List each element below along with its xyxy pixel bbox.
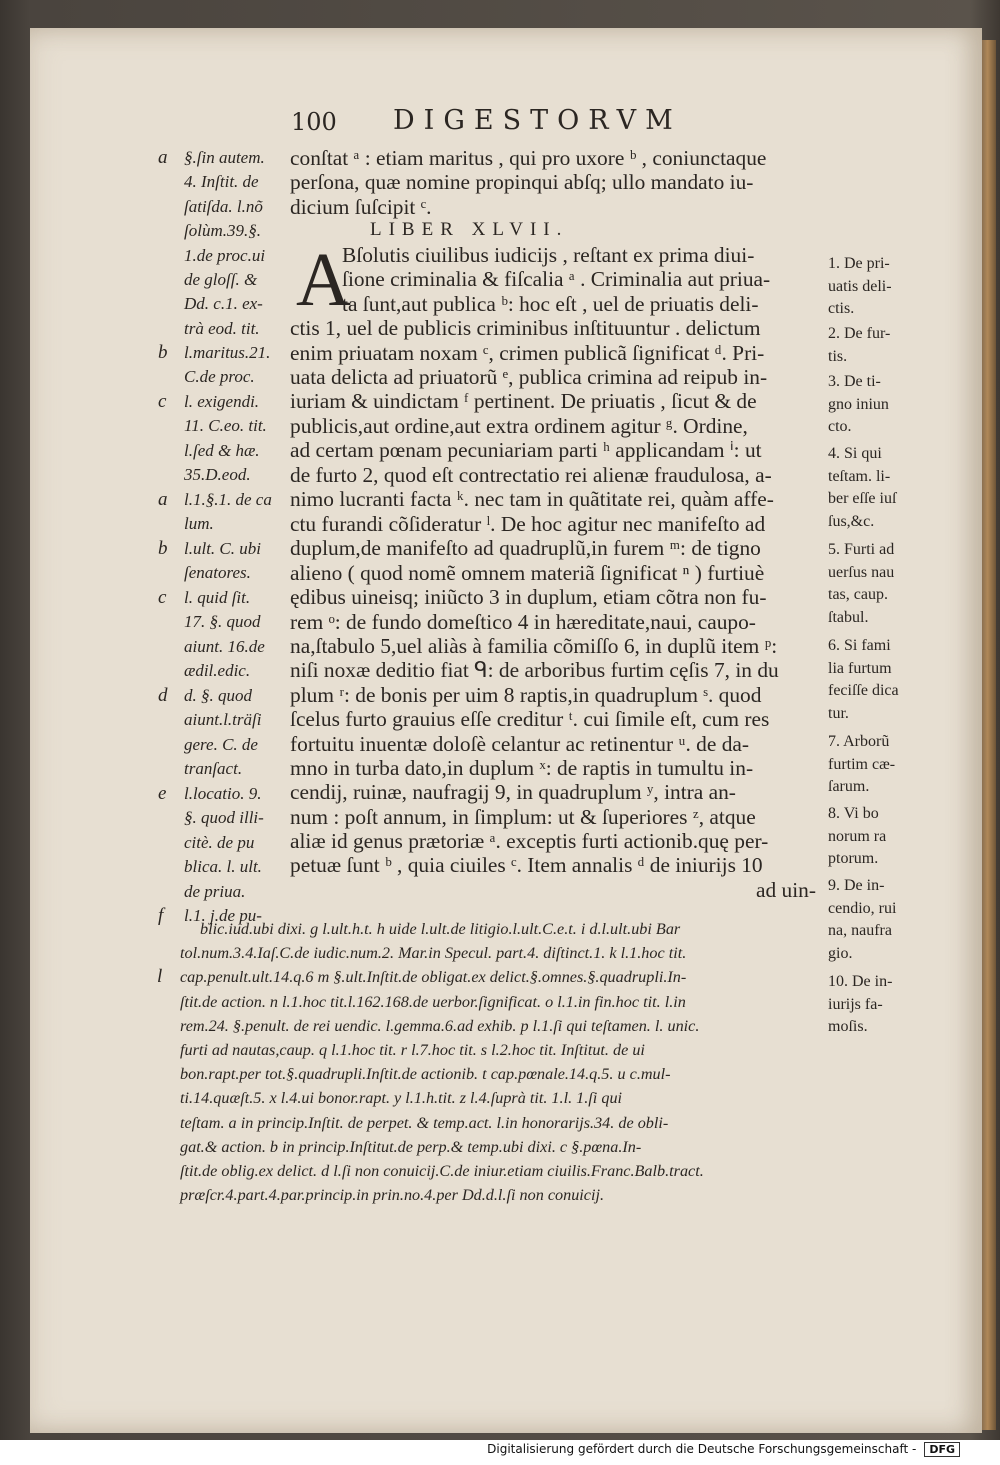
footnote-line: furti ad nautas,caup. q l.1.hoc tit. r l.7.hoc tit. s l.2.hoc tit. Inſtitut. de ui <box>180 1040 645 1059</box>
text-line: perſona, quæ nomine propinqui abſq; ullo mandato iu- <box>290 170 754 195</box>
footnote-letter: l <box>157 966 163 987</box>
footnote-line: teſtam. a in princip.Inſtit. de perpet. & temp.act. l.in honorarijs.34. de obli- <box>180 1113 669 1132</box>
text-line: na,ſtabulo 5,uel aliàs à familia cõmiſſo 6, in duplũ item ᵖ: <box>290 633 778 658</box>
note-text: l.1. j.de pu- <box>184 906 262 925</box>
book-heading: LIBER XLVII. <box>370 219 569 240</box>
note-letter: d <box>158 685 168 706</box>
text-line: ſcelus furto grauius eſſe creditur ᵗ. cui ſimile eſt, cum res <box>290 707 770 732</box>
text-line: ctu furandi cõſideratur ˡ. De hoc agitur nec manifeſto ad <box>290 512 766 536</box>
text-line: alieno ( quod nomẽ omnem materiã ſignificat ⁿ ) furtiuè <box>290 560 765 585</box>
footnote-line: cap.penult.ult.14.q.6 m §.ult.Inſtit.de obligat.ex delict.§.omnes.§.quadrupli.In- <box>180 968 687 987</box>
text-line: ſione criminalia & fiſcalia ᵃ . Criminalia aut priua- <box>342 267 771 292</box>
note-text: d. §. quod aiunt.l.träſi gere. C. de tranſact. <box>184 686 262 779</box>
text-line: ędibus uineisq; iniũcto 3 in duplum, etiam cõtra non fu- <box>290 585 767 610</box>
text-line: conſtat ᵃ : etiam maritus , qui pro uxore ᵇ , coniunctaque <box>290 146 767 170</box>
note-letter: e <box>158 783 167 804</box>
text-line: nimo lucranti facta ᵏ. nec tam in quãtitate rei, quàm affe- <box>290 486 774 511</box>
note-letter: f <box>158 905 164 926</box>
left-marginal-notes <box>150 146 292 928</box>
right-note: 8. Vi bo norum ra ptorum. <box>828 805 887 868</box>
note-text: l.ult. C. ubi ſenatores. <box>184 539 261 583</box>
text-line: num : poſt annum, in ſimplum: ut & ſuperiores ᶻ, atque <box>290 804 756 829</box>
note-letter: c <box>158 587 167 608</box>
footnote-line: bon.rapt.per tot.§.quadrupli.Inſtit.de actionib. t cap.pœnale.14.q.5. u c.mul- <box>180 1065 671 1084</box>
left-note <box>150 390 292 488</box>
text-line: ctis 1, uel de publicis criminibus inſtituuntur . delictum <box>290 316 761 341</box>
text-line: ta ſunt,aut publica ᵇ: hoc eſt , uel de priuatis deli- <box>342 291 759 316</box>
main-text-body <box>290 243 826 511</box>
right-note: 1. De pri- uatis deli- ctis. <box>828 255 892 318</box>
footnote-line: ti.14.quæſt.5. x l.4.ui bonor.rapt. y l.1.h.tit. z l.4.ſuprà tit. 1.l. 1.ſi qui <box>180 1089 623 1108</box>
main-text-top <box>290 146 824 219</box>
main-text-rest <box>290 512 824 902</box>
footnote-line: ſtit.de action. n l.1.hoc tit.l.162.168.de uerbor.ſignificat. o l.1.in fin.hoc tit. l.in <box>180 992 686 1011</box>
dfg-logo-icon: DFG <box>924 1442 960 1457</box>
left-note <box>150 341 292 390</box>
left-note <box>150 537 292 586</box>
text-line: uata delicta ad priuatorũ ᵉ, publica crimina ad reipub in- <box>290 364 768 389</box>
drop-cap: A <box>296 238 351 322</box>
footnote-line: gat.& action. b in princip.Inſtitut.de perp.& temp.ubi dixi. c §.pœna.In- <box>180 1137 642 1156</box>
page-number: 100 <box>291 108 337 136</box>
note-text: l. quid ſit. 17. §. quod aiunt. 16.de ædil.edic. <box>184 588 265 681</box>
footnote-line: rem.24. §.penult. de rei uendic. l.gemma.6.ad exhib. p l.1.ſi qui teſtamen. l. unic. <box>180 1016 700 1035</box>
text-line: niſi noxæ deditio fiat ᑫ: de arboribus furtim cęſis 7, in du <box>290 658 779 683</box>
right-marginal-notes <box>828 253 928 1039</box>
footnote-line: tol.num.3.4.Iaſ.C.de iudic.num.2. Mar.in Specul. part.4. diſtinct.1. k l.1.hoc tit. <box>180 944 687 963</box>
note-letter: c <box>158 391 167 412</box>
right-note: 4. Si qui teſtam. li- ber eſſe iuſ ſus,&c. <box>828 445 897 530</box>
text-line: petuæ ſunt ᵇ , quia ciuiles ᶜ. Item annalis ᵈ de iniurijs 10 <box>290 853 763 878</box>
note-text: §.ſin autem. 4. Inſtit. de ſatiſda. l.nõ ſolùm.39.§. 1.de proc.ui de gloſſ. & Dd. c.1. ex- trà eod. tit. <box>184 148 266 338</box>
right-note: 10. De in- iurijs fa- moſis. <box>828 973 893 1036</box>
text-line: mno in turba dato,in duplum ˣ: de raptis in tumultu in- <box>290 755 754 780</box>
page-title: DIGESTORVM <box>393 105 682 136</box>
right-note: 6. Si fami lia furtum feciſſe dica tur. <box>828 637 899 722</box>
left-note <box>150 684 292 782</box>
text-line: ad uin- <box>756 877 816 902</box>
footnotes <box>180 917 830 1207</box>
left-note <box>150 146 292 341</box>
text-line: fortuitu inuentæ doloſè celantur ac retinentur ᵘ. de da- <box>290 731 750 756</box>
left-note <box>150 586 292 684</box>
note-text: l.maritus.21. C.de proc. <box>184 343 271 387</box>
running-head <box>285 105 845 145</box>
right-note: 2. De fur- tis. <box>828 325 891 365</box>
footnote-line: blic.iud.ubi dixi. g l.ult.h.t. h uide l.ult.de litigio.l.ult.C.e.t. i d.l.ult.ubi Bar <box>200 920 681 938</box>
text-line: plum ʳ: de bonis per uim 8 raptis,in quadruplum ˢ. quod <box>290 682 762 707</box>
text-line: aliæ id genus prætoriæ ᵃ. exceptis furti actionib.quę per- <box>290 829 769 854</box>
right-note: 7. Arborũ furtim cæ- ſarum. <box>828 733 896 796</box>
text-line: duplum,de manifeſto ad quadruplũ,in furem ᵐ: de tigno <box>290 536 761 561</box>
right-note: 9. De in- cendio, rui na, naufra gio. <box>828 877 897 962</box>
text-line: publicis,aut ordine,aut extra ordinem agitur ᵍ. Ordine, <box>290 413 748 438</box>
note-letter: b <box>158 538 168 559</box>
left-note <box>150 782 292 904</box>
text-line: cendij, ruinæ, naufragij 9, in quadruplum ʸ, intra an- <box>290 780 736 805</box>
page-edge <box>982 40 996 1430</box>
text-line: rem ᵒ: de fundo domeſtico 4 in hæreditate,naui, caupo- <box>290 609 756 634</box>
left-note <box>150 488 292 537</box>
note-text: l. exigendi. 11. C.eo. tit. l.ſed & hæ. 35.D.eod. <box>184 392 267 485</box>
text-line: ad certam pœnam pecuniariam parti ʰ applicandam ⁱ: ut <box>290 438 762 463</box>
note-letter: b <box>158 342 168 363</box>
text-line: de furto 2, quod eſt contrectatio rei alienæ fraudulosa, a- <box>290 462 772 487</box>
footnote-line: ſtit.de oblig.ex delict. d l.ſi non conuicij.C.de iniur.etiam ciuilis.Franc.Balb.tract. <box>180 1161 704 1180</box>
note-text: l.1.§.1. de ca lum. <box>184 490 272 534</box>
credit-text: Digitalisierung gefördert durch die Deutsche Forschungsgemeinschaft - <box>487 1442 917 1456</box>
right-note: 3. De ti- gno iniun cto. <box>828 373 889 436</box>
text-line: iuriam & uindictam ᶠ pertinent. De priuatis , ſicut & de <box>290 389 757 414</box>
text-line: enim priuatam noxam ᶜ, crimen publicã ſignificat ᵈ. Pri- <box>290 340 765 365</box>
right-note: 5. Furti ad uerſus nau tas, caup. ſtabul. <box>828 541 895 626</box>
text-line: dicium ſuſcipit ᶜ. <box>290 194 432 219</box>
note-letter: a <box>158 489 168 510</box>
text-line: Bſolutis ciuilibus iudicijs , reſtant ex prima diui- <box>342 243 755 267</box>
note-text: l.locatio. 9. §. quod illi- citè. de pu blica. l. ult. de priua. <box>184 784 264 901</box>
footnote-line: præſcr.4.part.4.par.princip.in prin.no.4.per Dd.d.l.ſi non conuicij. <box>180 1186 605 1205</box>
digitization-credit <box>487 1442 960 1457</box>
note-letter: a <box>158 147 168 168</box>
